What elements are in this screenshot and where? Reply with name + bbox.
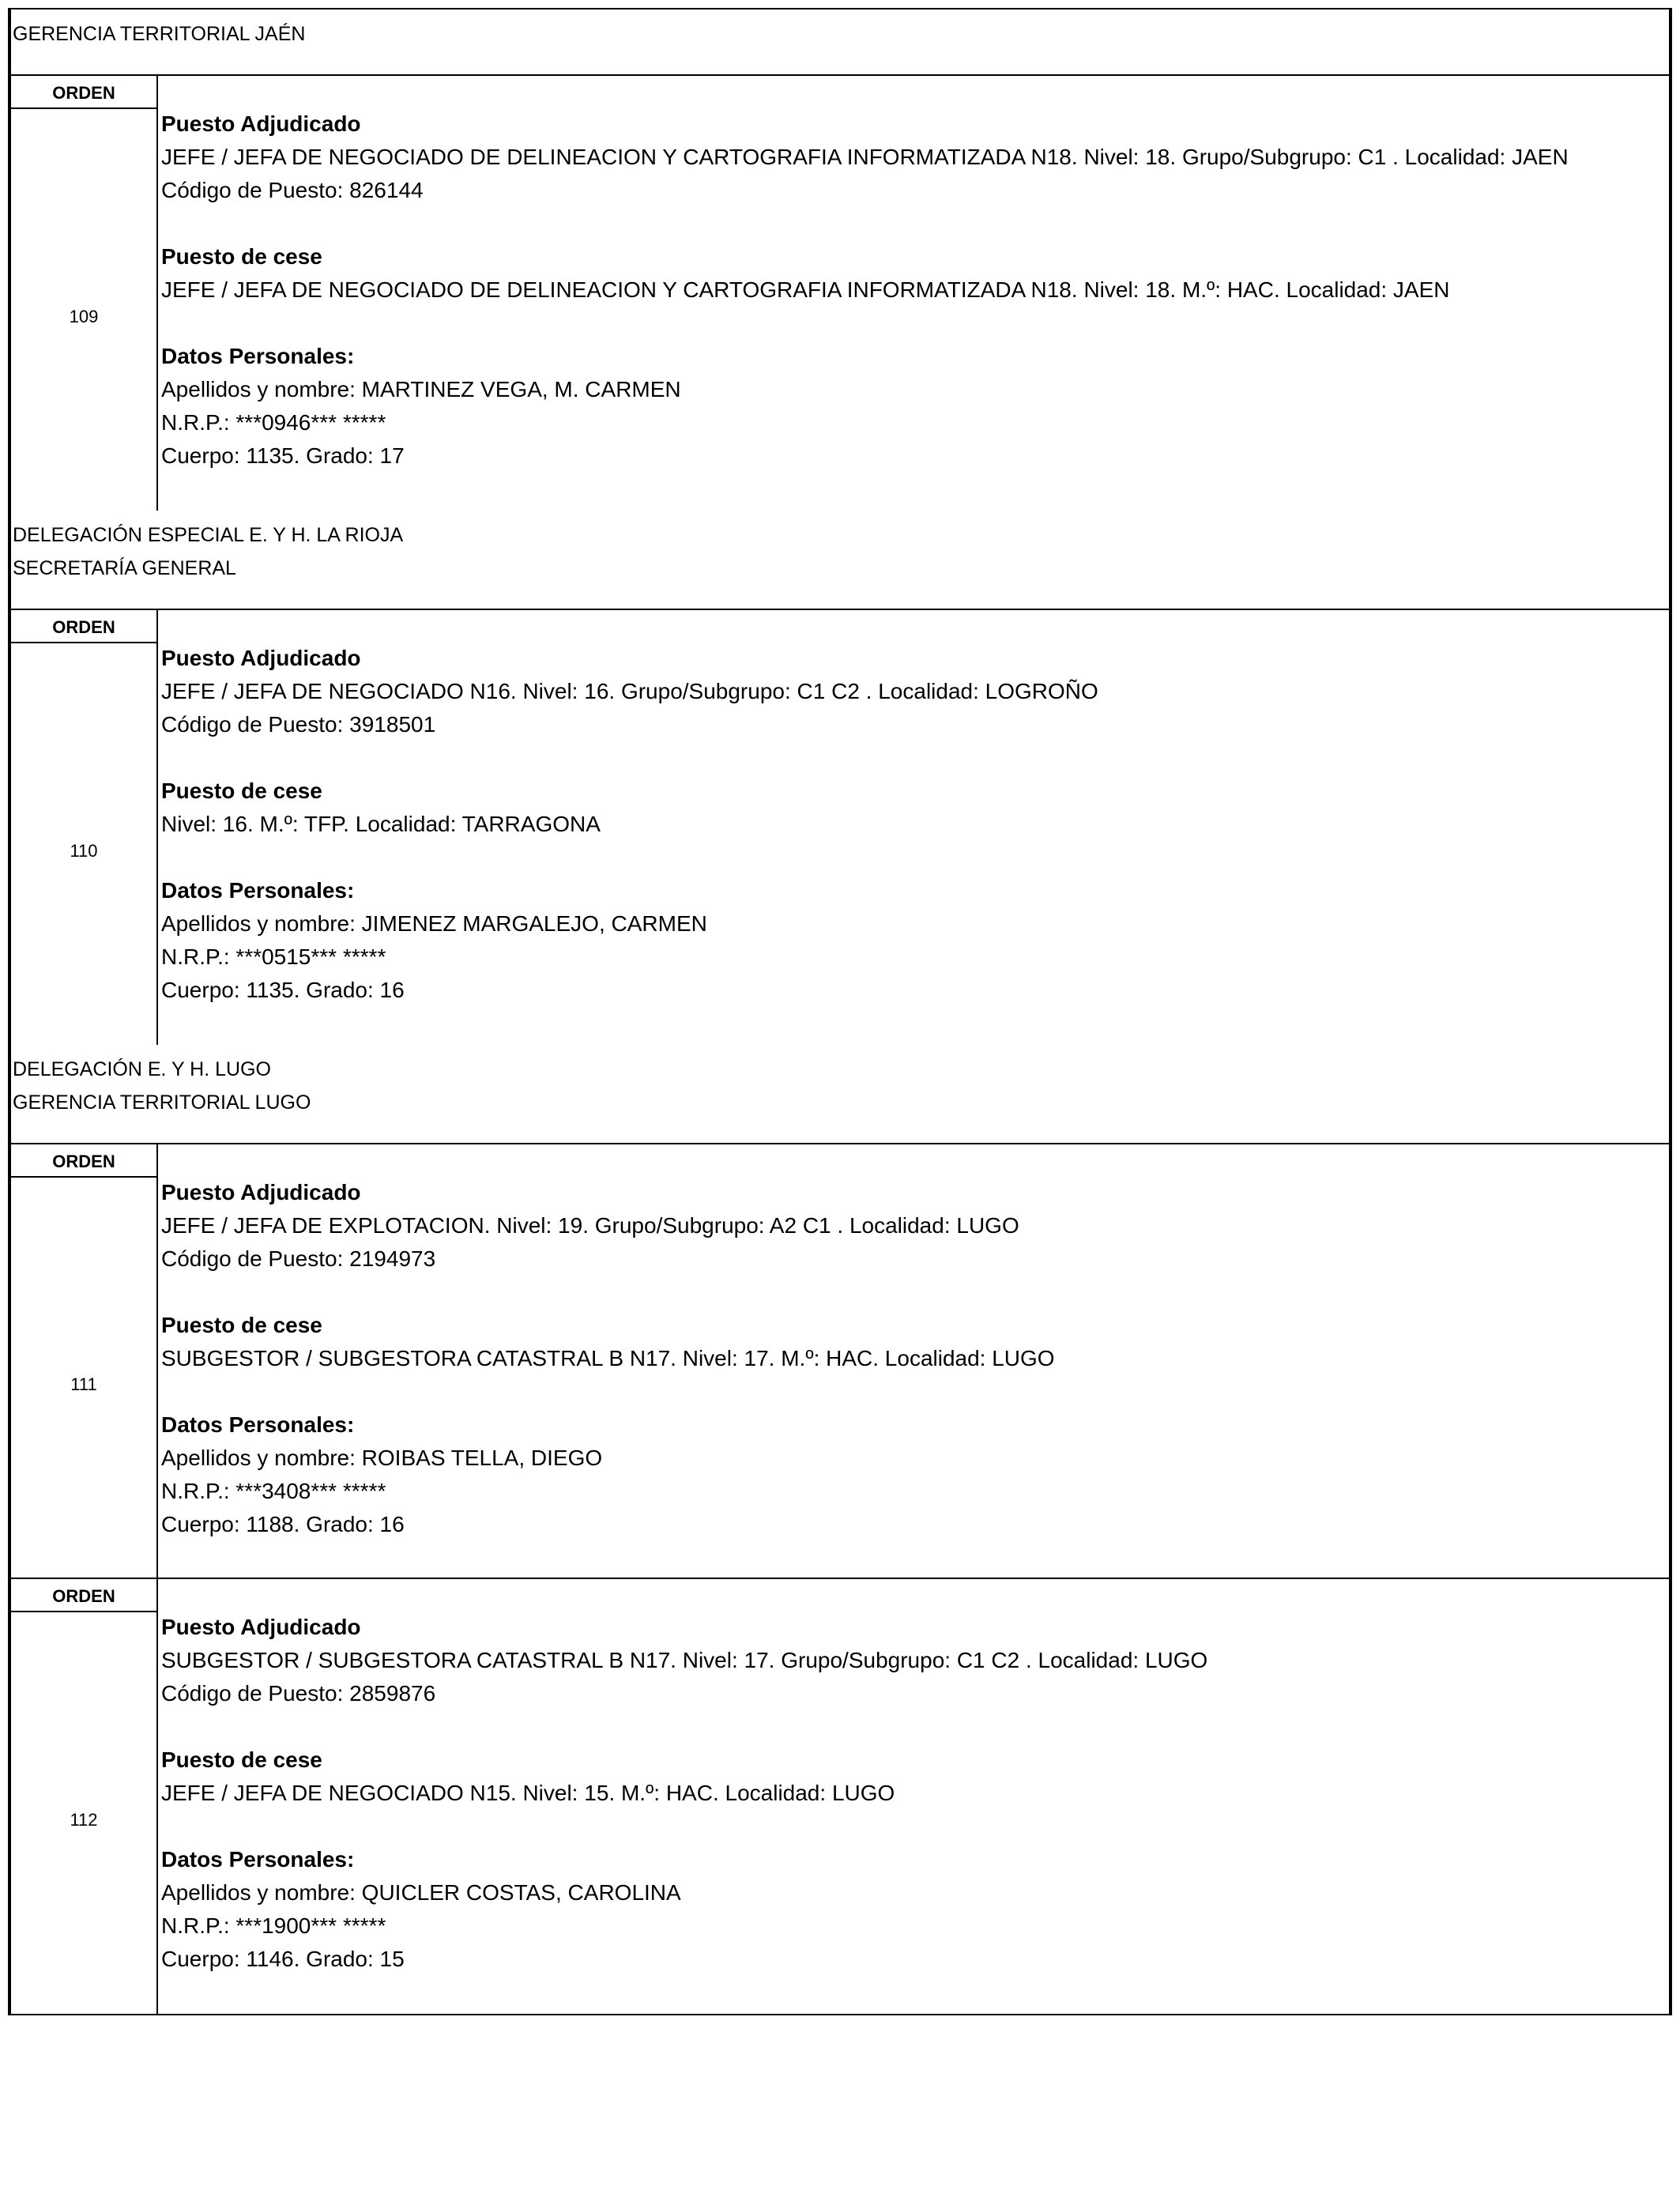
section-header (11, 511, 1669, 610)
cese-heading: Puesto de cese (161, 244, 322, 269)
order-column (11, 610, 158, 1045)
nrp-text: N.R.P.: ***1900*** ***** (161, 1913, 386, 1938)
adjudicado-text: JEFE / JEFA DE NEGOCIADO DE DELINEACION Y CARTOGRAFIA INFORMATIZADA N18. Nivel: 18. Grupo/Subgrupo: C1 . Localidad: JAEN (161, 145, 1569, 169)
entry-details (158, 1144, 1669, 1578)
order-number: 111 (70, 1374, 97, 1394)
adjudicado-heading: Puesto Adjudicado (161, 646, 361, 670)
nrp-text: N.R.P.: ***0515*** ***** (161, 944, 386, 969)
order-label: ORDEN (11, 76, 156, 109)
nombre-text: Apellidos y nombre: JIMENEZ MARGALEJO, CARMEN (161, 911, 707, 936)
cese-text: JEFE / JEFA DE NEGOCIADO N15. Nivel: 15. M.º: HAC. Localidad: LUGO (161, 1781, 895, 1805)
section-header-line: GERENCIA TERRITORIAL JAÉN (13, 23, 306, 45)
cuerpo-text: Cuerpo: 1135. Grado: 16 (161, 978, 405, 1002)
adjudicado-text: JEFE / JEFA DE NEGOCIADO N16. Nivel: 16. Grupo/Subgrupo: C1 C2 . Localidad: LOGROÑO (161, 679, 1098, 703)
section-la-rioja (11, 511, 1669, 1045)
cuerpo-text: Cuerpo: 1135. Grado: 17 (161, 443, 405, 468)
order-column (11, 76, 158, 511)
order-number: 112 (70, 1810, 98, 1830)
nrp-text: N.R.P.: ***0946*** ***** (161, 410, 386, 435)
nombre-text: Apellidos y nombre: QUICLER COSTAS, CAROLINA (161, 1880, 681, 1905)
entry-row (11, 610, 1669, 1045)
personales-heading: Datos Personales: (161, 344, 355, 368)
order-number: 109 (69, 307, 99, 326)
codigo-puesto: Código de Puesto: 2194973 (161, 1246, 436, 1271)
entry-details (158, 76, 1669, 511)
section-header-line: DELEGACIÓN ESPECIAL E. Y H. LA RIOJA (13, 524, 404, 546)
cese-heading: Puesto de cese (161, 1313, 322, 1337)
entry-row (11, 1144, 1669, 1579)
cese-text: SUBGESTOR / SUBGESTORA CATASTRAL B N17. Nivel: 17. M.º: HAC. Localidad: LUGO (161, 1346, 1055, 1370)
adjudicado-heading: Puesto Adjudicado (161, 111, 361, 136)
entry-row (11, 1579, 1669, 2014)
cuerpo-text: Cuerpo: 1188. Grado: 16 (161, 1512, 405, 1536)
adjudicado-heading: Puesto Adjudicado (161, 1615, 361, 1639)
personales-heading: Datos Personales: (161, 1847, 355, 1872)
order-label: ORDEN (11, 1579, 156, 1612)
cese-text: Nivel: 16. M.º: TFP. Localidad: TARRAGONA (161, 812, 601, 836)
entry-details (158, 1579, 1669, 2014)
order-label: ORDEN (11, 610, 156, 643)
cuerpo-text: Cuerpo: 1146. Grado: 15 (161, 1947, 405, 1971)
section-lugo (11, 1045, 1669, 2014)
document-table (8, 8, 1672, 2015)
adjudicado-text: SUBGESTOR / SUBGESTORA CATASTRAL B N17. Nivel: 17. Grupo/Subgrupo: C1 C2 . Localidad: LUGO (161, 1648, 1208, 1672)
adjudicado-text: JEFE / JEFA DE EXPLOTACION. Nivel: 19. Grupo/Subgrupo: A2 C1 . Localidad: LUGO (161, 1213, 1019, 1238)
order-number: 110 (70, 841, 98, 861)
order-column (11, 1144, 158, 1578)
personales-heading: Datos Personales: (161, 878, 355, 903)
section-header-line: GERENCIA TERRITORIAL LUGO (13, 1091, 311, 1114)
entry-row (11, 76, 1669, 511)
cese-text: JEFE / JEFA DE NEGOCIADO DE DELINEACION Y CARTOGRAFIA INFORMATIZADA N18. Nivel: 18. M.º: HAC. Localidad: JAEN (161, 277, 1450, 302)
nombre-text: Apellidos y nombre: ROIBAS TELLA, DIEGO (161, 1446, 603, 1470)
section-header (11, 9, 1669, 76)
nombre-text: Apellidos y nombre: MARTINEZ VEGA, M. CARMEN (161, 377, 681, 401)
section-header-line: DELEGACIÓN E. Y H. LUGO (13, 1058, 271, 1080)
cese-heading: Puesto de cese (161, 778, 322, 803)
personales-heading: Datos Personales: (161, 1412, 355, 1437)
codigo-puesto: Código de Puesto: 3918501 (161, 712, 436, 737)
nrp-text: N.R.P.: ***3408*** ***** (161, 1479, 386, 1503)
codigo-puesto: Código de Puesto: 826144 (161, 178, 424, 202)
codigo-puesto: Código de Puesto: 2859876 (161, 1681, 436, 1706)
section-header-line: SECRETARÍA GENERAL (13, 557, 236, 579)
order-label: ORDEN (11, 1144, 156, 1178)
section-jaen (11, 9, 1669, 511)
entry-details (158, 610, 1669, 1045)
order-column (11, 1579, 158, 2014)
cese-heading: Puesto de cese (161, 1747, 322, 1772)
adjudicado-heading: Puesto Adjudicado (161, 1180, 361, 1204)
section-header (11, 1045, 1669, 1144)
